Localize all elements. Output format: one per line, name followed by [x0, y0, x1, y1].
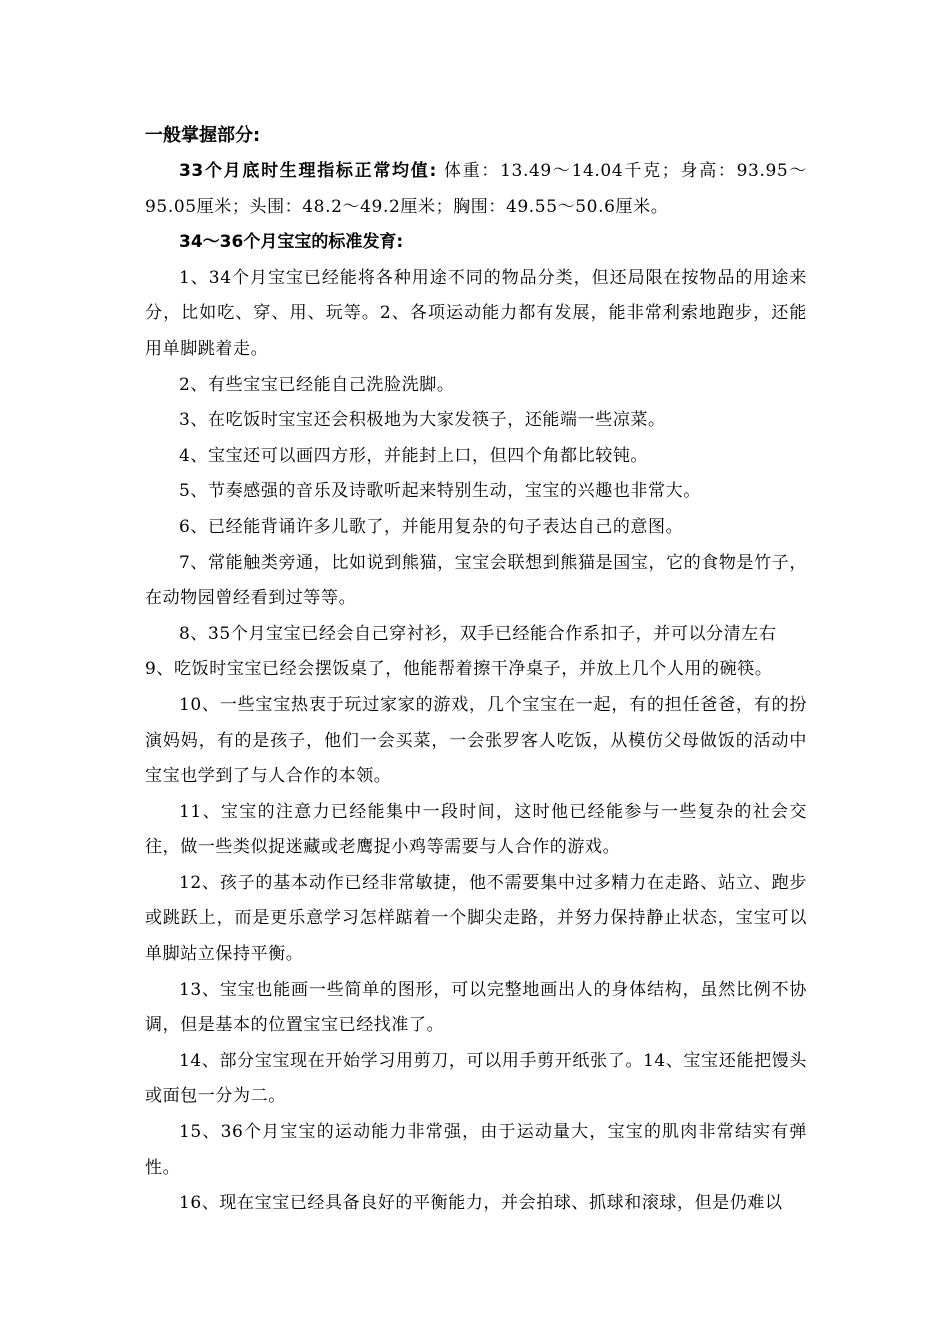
paragraph-15: 15、36个月宝宝的运动能力非常强，由于运动量大，宝宝的肌肉非常结实有弹性。 [145, 1122, 807, 1178]
paragraph-4: 4、宝宝还可以画四方形，并能封上口，但四个角都比较钝。 [179, 445, 649, 466]
paragraph-11: 11、宝宝的注意力已经能集中一段时间，这时他已经能参与一些复杂的社会交往，做一些类似捉迷藏或老鹰捉小鸡等需要与人合作的游戏。 [145, 801, 807, 858]
paragraph-13: 13、宝宝也能画一些简单的图形，可以完整地画出人的身体结构，虽然比例不协调，但是基本的位置宝宝已经找准了。 [145, 979, 807, 1036]
vitals-text: 体重：13.49～14.04千克；身高：93.95～95.05厘米；头围：48.2～49.2厘米；胸围：49.55～50.6厘米。 [145, 161, 807, 217]
paragraph-8: 8、35个月宝宝已经会自己穿衬衫，双手已经能合作系扣子，并可以分清左右 [179, 623, 777, 644]
paragraph-7: 7、常能触类旁通，比如说到熊猫，宝宝会联想到熊猫是国宝，它的食物是竹子，在动物园曾经看到过等等。 [145, 552, 807, 609]
standard-development-heading: 34～36个月宝宝的标准发育: [179, 232, 404, 253]
paragraph-9: 9、吃饭时宝宝已经会摆饭桌了，他能帮着擦干净桌子，并放上几个人用的碗筷。 [145, 659, 773, 680]
section-title: 一般掌握部分: [145, 125, 261, 146]
paragraph-6: 6、已经能背诵许多儿歌了，并能用复杂的句子表达自己的意图。 [179, 516, 684, 537]
paragraph-12: 12、孩子的基本动作已经非常敏捷，他不需要集中过多精力在走路、站立、跑步或跳跃上，而是更乐意学习怎样踮着一个脚尖走路，并努力保持静止状态，宝宝可以单脚站立保持平衡。 [145, 872, 807, 965]
vitals-paragraph [145, 154, 807, 225]
paragraph-10: 10、一些宝宝热衷于玩过家家的游戏，几个宝宝在一起，有的担任爸爸，有的扮演妈妈，有的是孩子，他们一会买菜，一会张罗客人吃饭，从模仿父母做饭的活动中宝宝也学到了与人合作的本领。 [145, 694, 807, 787]
vitals-lead: 33个月底时生理指标正常均值: [179, 161, 437, 181]
document-page [145, 118, 807, 1222]
paragraph-14: 14、部分宝宝现在开始学习用剪刀，可以用手剪开纸张了。14、宝宝还能把馒头或面包一分为二。 [145, 1050, 807, 1107]
paragraph-5: 5、节奏感强的音乐及诗歌听起来特别生动，宝宝的兴趣也非常大。 [179, 481, 701, 502]
paragraph-16: 16、现在宝宝已经具备良好的平衡能力，并会拍球、抓球和滚球，但是仍难以 [179, 1193, 783, 1214]
paragraph-3: 3、在吃饭时宝宝还会积极地为大家发筷子，还能端一些凉菜。 [179, 410, 666, 431]
paragraph-2: 2、有些宝宝已经能自己洗脸洗脚。 [179, 374, 455, 395]
paragraph-1: 1、34个月宝宝已经能将各种用途不同的物品分类，但还局限在按物品的用途来分，比如吃、穿、用、玩等。2、各项运动能力都有发展，能非常利索地跑步，还能用单脚跳着走。 [145, 267, 807, 359]
